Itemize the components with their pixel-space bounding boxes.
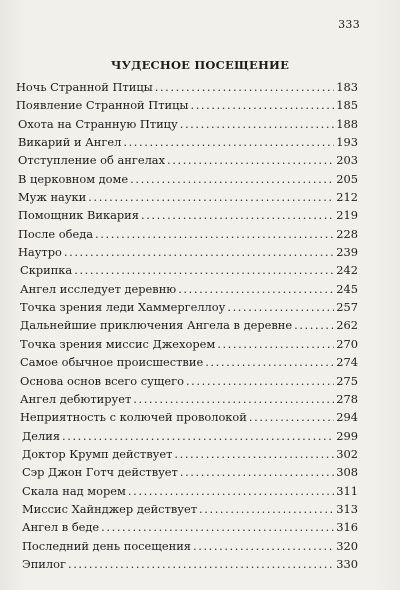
toc-entry-page: 330 — [336, 556, 358, 571]
toc-leader-dots — [249, 410, 334, 424]
toc-entry — [16, 117, 358, 135]
toc-entry-page: 242 — [336, 263, 358, 278]
toc-entry — [16, 410, 358, 428]
toc-entry-title: Самое обычное происшествие — [20, 355, 204, 370]
toc-entry-page: 270 — [336, 336, 358, 351]
toc-entry-page: 183 — [336, 80, 358, 94]
toc-entry-title: Муж науки — [18, 190, 87, 205]
toc-entry-title: Точка зрения леди Хаммергеллоу — [20, 300, 226, 315]
toc-entry-title: Доктор Крумп действует — [22, 446, 173, 461]
toc-entry — [16, 98, 358, 116]
toc-entry — [16, 392, 358, 410]
toc-entry-page: 308 — [336, 465, 358, 480]
toc-entry-title: Точка зрения миссис Джехорем — [20, 336, 216, 351]
toc-entry-title: Эпилог — [22, 556, 66, 571]
toc-entry — [16, 80, 358, 98]
toc-entry-page: 262 — [336, 318, 358, 333]
toc-entry-page: 185 — [336, 98, 358, 113]
toc-leader-dots — [88, 190, 334, 204]
toc-entry-page: 313 — [336, 501, 358, 516]
toc-entry-title: Охота на Странную Птицу — [18, 116, 178, 131]
toc-entry-page: 228 — [336, 226, 358, 241]
toc-entry-title: В церковном доме — [18, 171, 129, 186]
toc-leader-dots — [167, 153, 334, 167]
toc-entry-title: Ангел дебютирует — [20, 391, 132, 406]
toc-entry — [16, 318, 358, 336]
toc-entry — [16, 520, 358, 538]
toc-leader-dots — [130, 172, 334, 186]
toc-entry — [16, 282, 358, 300]
toc-entry — [16, 190, 358, 208]
toc-entry-title: После обеда — [18, 226, 94, 241]
toc-entry-title: Помощник Викария — [18, 208, 139, 223]
toc-entry — [16, 300, 358, 318]
toc-leader-dots — [193, 539, 334, 553]
toc-entry-title: Неприятность с колючей проволокой — [20, 410, 247, 425]
toc-entry-page: 275 — [336, 373, 358, 388]
toc-entry-title: Ангел в беде — [22, 520, 100, 535]
toc-entry — [16, 227, 358, 245]
toc-leader-dots — [174, 447, 334, 461]
toc-leader-dots — [123, 135, 334, 149]
toc-entry-page: 311 — [336, 483, 358, 498]
toc-leader-dots — [64, 245, 334, 259]
toc-entry — [16, 172, 358, 190]
toc-entry-title: Наутро — [18, 245, 62, 260]
toc-entry-page: 239 — [336, 245, 358, 260]
toc-entry — [16, 355, 358, 373]
toc-entry — [16, 502, 358, 520]
toc-entry — [16, 429, 358, 447]
toc-leader-dots — [141, 208, 334, 222]
toc-entry — [16, 263, 358, 281]
toc-entry-page: 205 — [336, 171, 358, 186]
toc-entry — [16, 484, 358, 502]
toc-leader-dots — [180, 465, 334, 479]
table-of-contents — [16, 80, 358, 575]
toc-entry-page: 188 — [336, 116, 358, 131]
toc-entry — [16, 153, 358, 171]
toc-leader-dots — [95, 227, 334, 241]
page-number: 333 — [338, 18, 360, 31]
toc-entry-page: 302 — [336, 446, 358, 461]
toc-entry — [16, 245, 358, 263]
toc-entry-page: 203 — [336, 153, 358, 168]
toc-entry-page: 193 — [336, 135, 358, 150]
toc-leader-dots — [205, 355, 334, 369]
toc-entry — [16, 337, 358, 355]
toc-leader-dots — [155, 80, 335, 94]
toc-entry-page: 257 — [336, 300, 358, 315]
toc-entry — [16, 465, 358, 483]
toc-entry-title: Скала над морем — [22, 483, 126, 498]
toc-leader-dots — [190, 98, 334, 112]
toc-entry-title: Скрипка — [20, 263, 73, 278]
toc-entry-title: Отступление об ангелах — [18, 153, 166, 168]
toc-entry — [16, 374, 358, 392]
toc-leader-dots — [227, 300, 334, 314]
toc-entry — [16, 208, 358, 226]
toc-entry-title: Делия — [22, 428, 61, 443]
toc-leader-dots — [68, 557, 334, 571]
toc-leader-dots — [180, 117, 335, 131]
toc-entry-title: Сэр Джон Готч действует — [22, 465, 178, 480]
toc-entry-title: Основа основ всего сущего — [20, 373, 184, 388]
toc-leader-dots — [186, 374, 334, 388]
toc-entry-page: 299 — [336, 428, 358, 443]
toc-entry-page: 294 — [336, 410, 358, 425]
section-title: ЧУДЕСНОЕ ПОСЕЩЕНИЕ — [110, 58, 290, 72]
toc-leader-dots — [178, 282, 334, 296]
toc-entry-page: 245 — [336, 281, 358, 296]
toc-entry — [16, 135, 358, 153]
toc-entry-page: 320 — [336, 538, 358, 553]
toc-entry-page: 316 — [336, 520, 358, 535]
toc-entry-title: Миссис Хайнджер действует — [22, 501, 198, 516]
toc-leader-dots — [62, 429, 334, 443]
toc-leader-dots — [74, 263, 334, 277]
toc-entry-title: Последний день посещения — [22, 538, 191, 553]
toc-leader-dots — [133, 392, 334, 406]
toc-entry-title: Ночь Странной Птицы — [16, 80, 153, 94]
toc-leader-dots — [294, 318, 334, 332]
toc-leader-dots — [128, 484, 334, 498]
toc-entry — [16, 539, 358, 557]
toc-entry — [16, 557, 358, 575]
toc-entry-title: Викарий и Ангел — [18, 135, 122, 150]
toc-entry-page: 274 — [336, 355, 358, 370]
toc-entry-title: Ангел исследует деревню — [20, 281, 177, 296]
toc-entry — [16, 447, 358, 465]
toc-entry-page: 219 — [336, 208, 358, 223]
toc-leader-dots — [217, 337, 334, 351]
toc-entry-title: Дальнейшие приключения Ангела в деревне — [20, 318, 293, 333]
toc-entry-title: Появление Странной Птицы — [16, 98, 189, 113]
toc-entry-page: 278 — [336, 391, 358, 406]
toc-entry-page: 212 — [336, 190, 358, 205]
toc-leader-dots — [101, 520, 334, 534]
toc-leader-dots — [199, 502, 334, 516]
